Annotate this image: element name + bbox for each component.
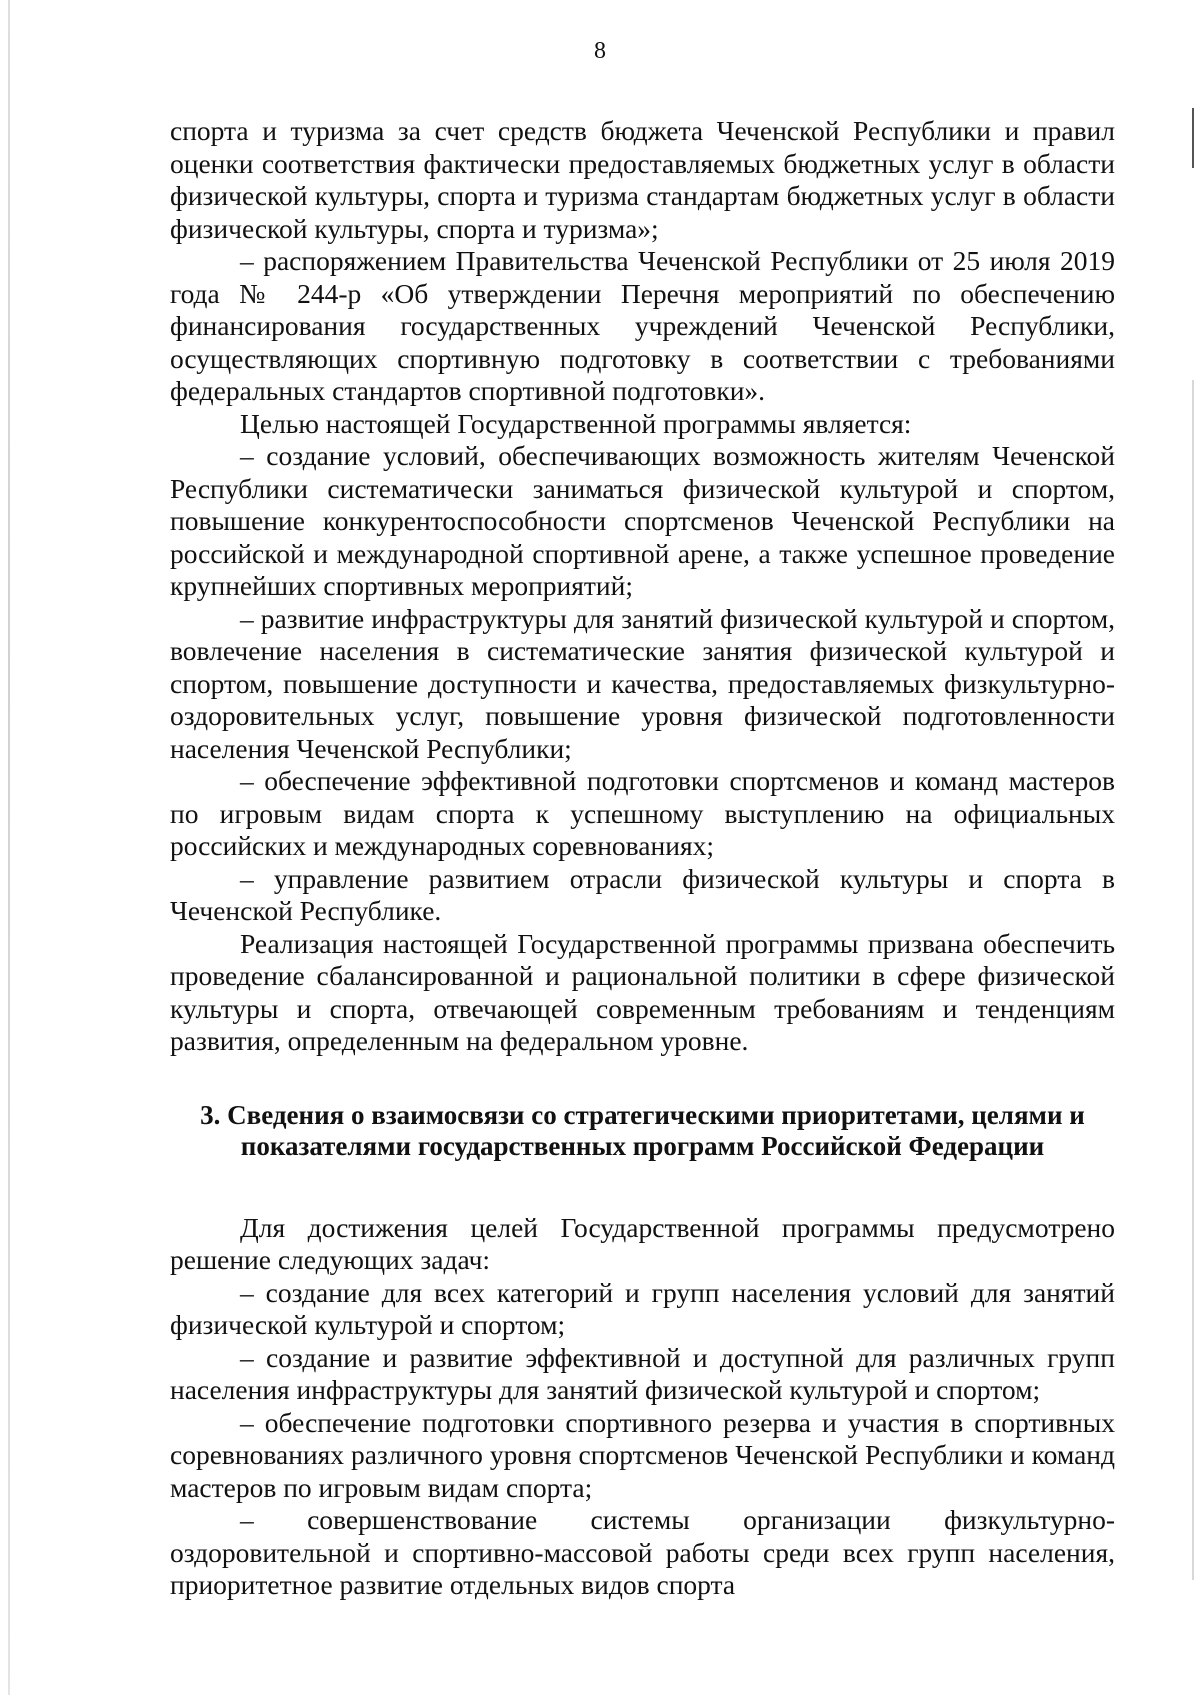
list-item: – развитие инфраструктуры для занятий физической культурой и спортом, вовлечение населения в систематические занятия физической культурой и спортом, повышение доступности и качества, предоставляемых физкультурно-оздоровительных услуг, повышение уровня физической подготовленности населения Чеченской Республики; bbox=[170, 602, 1115, 764]
list-item: – создание условий, обеспечивающих возможность жителям Чеченской Республики систематически заниматься физической культурой и спортом, повышение конкурентоспособности спортсменов Чеченской Республики на российской и международной спортивной арене, а также успешное проведение крупнейших спортивных мероприятий; bbox=[170, 440, 1115, 601]
paragraph: спорта и туризма за счет средств бюджета Чеченской Республики и правил оценки соответствия фактически предоставляемых бюджетных услуг в области физической культуры, спорта и туризма стандартам бюджетных услуг в области физической культуры, спорта и туризма»; bbox=[170, 115, 1115, 244]
list-item: – создание для всех категорий и групп населения условий для занятий физической культурой и спортом; bbox=[170, 1276, 1115, 1340]
section-heading: 3. Сведения о взаимосвязи со стратегическими приоритетами, целями и показателями государственных программ Российской Федерации bbox=[200, 1099, 1085, 1161]
paragraph: Реализация настоящей Государственной программы призвана обеспечить проведение сбалансированной и рациональной политики в сфере физической культуры и спорта, отвечающей современным требованиям и тенденциям развития, определенным на федеральном уровне. bbox=[170, 927, 1115, 1056]
list-item: – управление развитием отрасли физической культуры и спорта в Чеченской Республике. bbox=[170, 862, 1115, 926]
list-item: – создание и развитие эффективной и доступной для различных групп населения инфраструктуры для занятий физической культурой и спортом; bbox=[170, 1341, 1115, 1405]
list-item: – совершенствование системы организации физкультурно-оздоровительной и спортивно-массовой работы среди всех групп населения, приоритетное развитие отдельных видов спорта bbox=[170, 1504, 1115, 1600]
scan-edge-right bbox=[1192, 380, 1194, 1580]
page-number: 8 bbox=[594, 38, 606, 64]
paragraph: Для достижения целей Государственной программы предусмотрено решение следующих задач: bbox=[170, 1211, 1115, 1275]
scan-edge-right-mark bbox=[1192, 108, 1194, 168]
list-item: – обеспечение подготовки спортивного резерва и участия в спортивных соревнованиях различного уровня спортсменов Чеченской Республики и команд мастеров по игровым видам спорта; bbox=[170, 1406, 1115, 1503]
list-item: – распоряжением Правительства Чеченской Республики от 25 июля 2019 года № 244-р «Об утверждении Перечня мероприятий по обеспечению финансирования государственных учреждений Чеченской Республики, осуществляющих спортивную подготовку в соответствии с требованиями федеральных стандартов спортивной подготовки». bbox=[170, 245, 1115, 406]
list-item: – обеспечение эффективной подготовки спортсменов и команд мастеров по игровым видам спорта к успешному выступлению на официальных российских и международных соревнованиях; bbox=[170, 765, 1115, 861]
paragraph: Целью настоящей Государственной программы является: bbox=[240, 407, 912, 439]
document-body bbox=[170, 115, 1115, 1602]
scan-edge-left bbox=[8, 0, 10, 1695]
